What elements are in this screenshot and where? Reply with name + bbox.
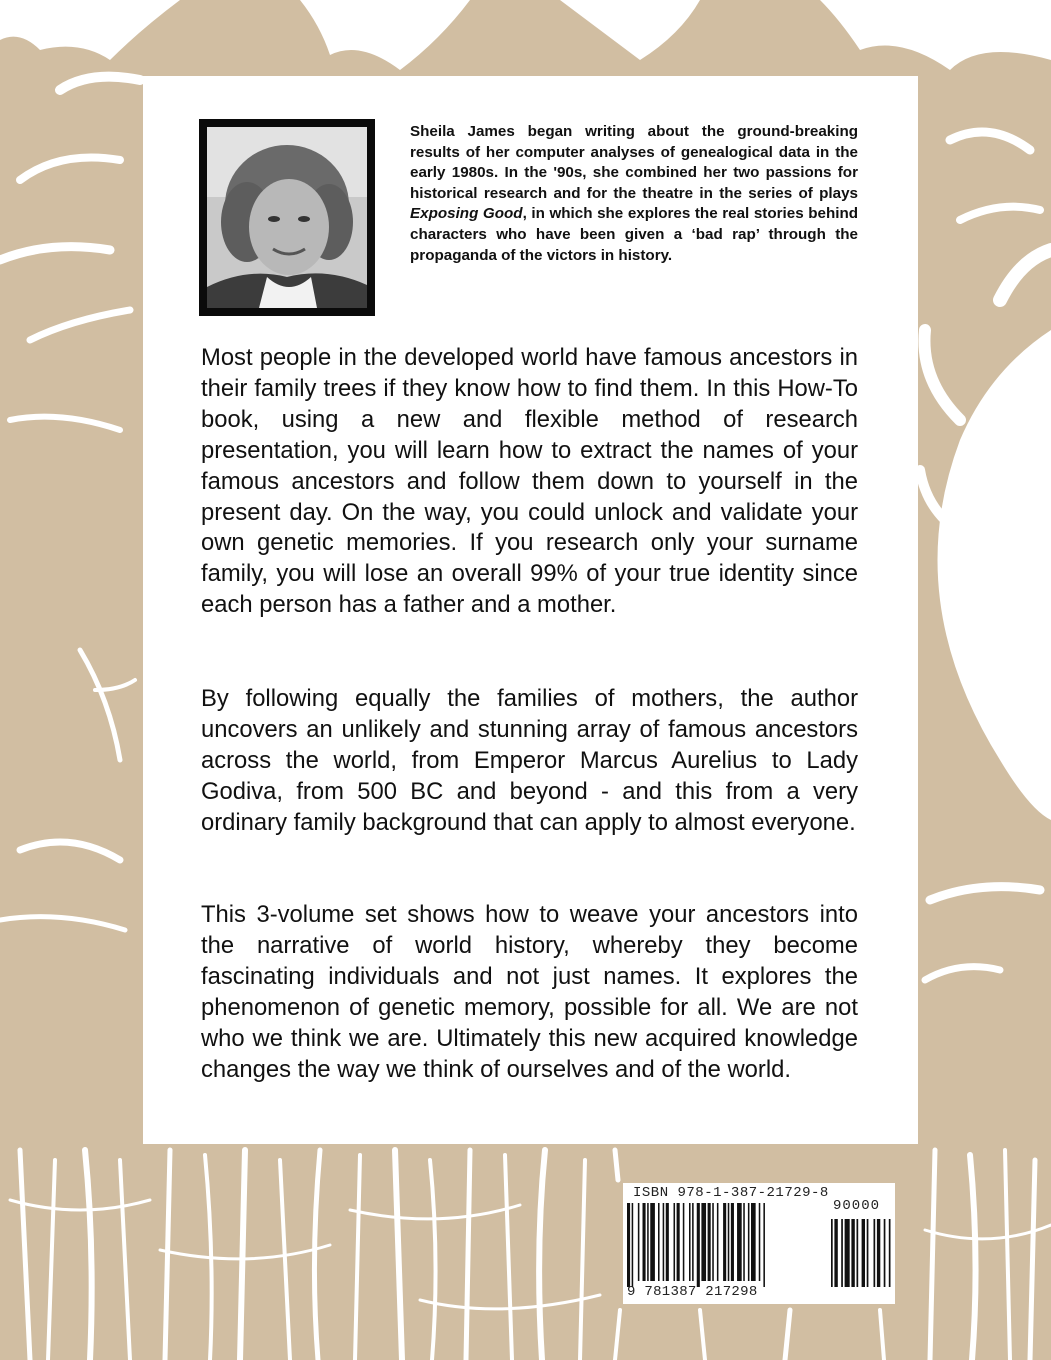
isbn-barcode <box>623 1183 895 1304</box>
barcode-bar <box>643 1203 646 1281</box>
barcode-bar <box>658 1203 660 1281</box>
barcode-bar <box>712 1203 714 1281</box>
barcode-bar <box>737 1203 742 1281</box>
barcode-bar <box>723 1203 726 1281</box>
barcode-bar <box>717 1203 719 1281</box>
ean-digits: 9 781387 217298 <box>627 1284 758 1300</box>
description-paragraph-1: Most people in the developed world have famous ancestors in their family trees if they know how to find them. In this How-To book, using a new and flexible method of research presentation, you will learn how to extract the names of your famous ancestors and follow them down to yourself in the present day. On the way, you could unlock and validate your own genetic memories. If you research only your surname family, you will lose an overall 99% of your true identity since each person has a father and a mother. <box>201 344 858 619</box>
barcode-bar <box>666 1203 669 1281</box>
addon-barcode-bars <box>831 1219 893 1287</box>
barcode-bar <box>743 1203 745 1281</box>
barcode-bar <box>728 1203 730 1281</box>
author-photo <box>199 119 375 316</box>
addon-bar <box>834 1219 837 1287</box>
author-bio-text-1: Sheila James began writing about the ground-breaking results of her computer analyses of genealogical data in the early 1980s. In the '90s, she combined her two passions for historical research and for the theatre in the series of plays <box>410 123 858 202</box>
addon-bar <box>857 1219 859 1287</box>
isbn-label: ISBN 978-1-387-21729-8 <box>633 1185 829 1201</box>
addon-bar <box>831 1219 833 1287</box>
content-panel <box>143 76 918 1144</box>
author-bio <box>410 122 858 266</box>
barcode-bar <box>692 1203 694 1281</box>
addon-bar <box>845 1219 850 1287</box>
barcode-bar <box>689 1203 691 1281</box>
barcode-bar <box>748 1203 750 1281</box>
barcode-bar <box>677 1203 680 1281</box>
barcode-bar <box>683 1203 685 1281</box>
addon-bar <box>874 1219 876 1287</box>
play-series-title: Exposing Good <box>410 205 523 223</box>
addon-bar <box>851 1219 854 1287</box>
barcode-bar <box>701 1203 706 1281</box>
barcode-bar <box>647 1203 649 1281</box>
barcode-bar <box>674 1203 676 1281</box>
barcode-bar <box>759 1203 761 1281</box>
description-paragraph-2: By following equally the families of mothers, the author uncovers an unlikely and stunning array of famous ancestors across the world, from Emperor Marcus Aurelius to Lady Godiva, from 500 BC and beyond - and this from a very ordinary family background that can apply to almost everyone. <box>201 685 858 836</box>
author-portrait-image <box>207 127 367 308</box>
barcode-bar <box>627 1203 630 1287</box>
barcode-bar <box>697 1203 700 1287</box>
price-addon-digits: 90000 <box>833 1198 881 1214</box>
addon-bar <box>862 1219 865 1287</box>
addon-bar <box>867 1219 869 1287</box>
description-paragraph-3: This 3-volume set shows how to weave your ancestors into the narrative of world history, whereby they become fascinating individuals and not just names. It explores the phenomenon of genetic memory, possible for all. We are not who we think we are. Ultimately this new acquired knowledge changes the way we think of ourselves and of the world. <box>201 901 858 1083</box>
addon-bar <box>889 1219 891 1287</box>
author-bio-text-2: , in which she explores the real stories behind characters who have been given a ‘bad rap’ through the propaganda of the victors in history. <box>410 205 858 264</box>
barcode-bar <box>763 1203 765 1287</box>
ean13-barcode-bars <box>627 1203 827 1287</box>
barcode-bar <box>632 1203 634 1287</box>
addon-bar <box>877 1219 880 1287</box>
barcode-bar <box>638 1203 640 1281</box>
barcode-bar <box>663 1203 665 1281</box>
addon-bar <box>841 1219 843 1287</box>
addon-bar <box>884 1219 886 1287</box>
barcode-bar <box>751 1203 756 1281</box>
barcode-bar <box>731 1203 734 1281</box>
barcode-bar <box>650 1203 655 1281</box>
barcode-bar <box>708 1203 711 1281</box>
